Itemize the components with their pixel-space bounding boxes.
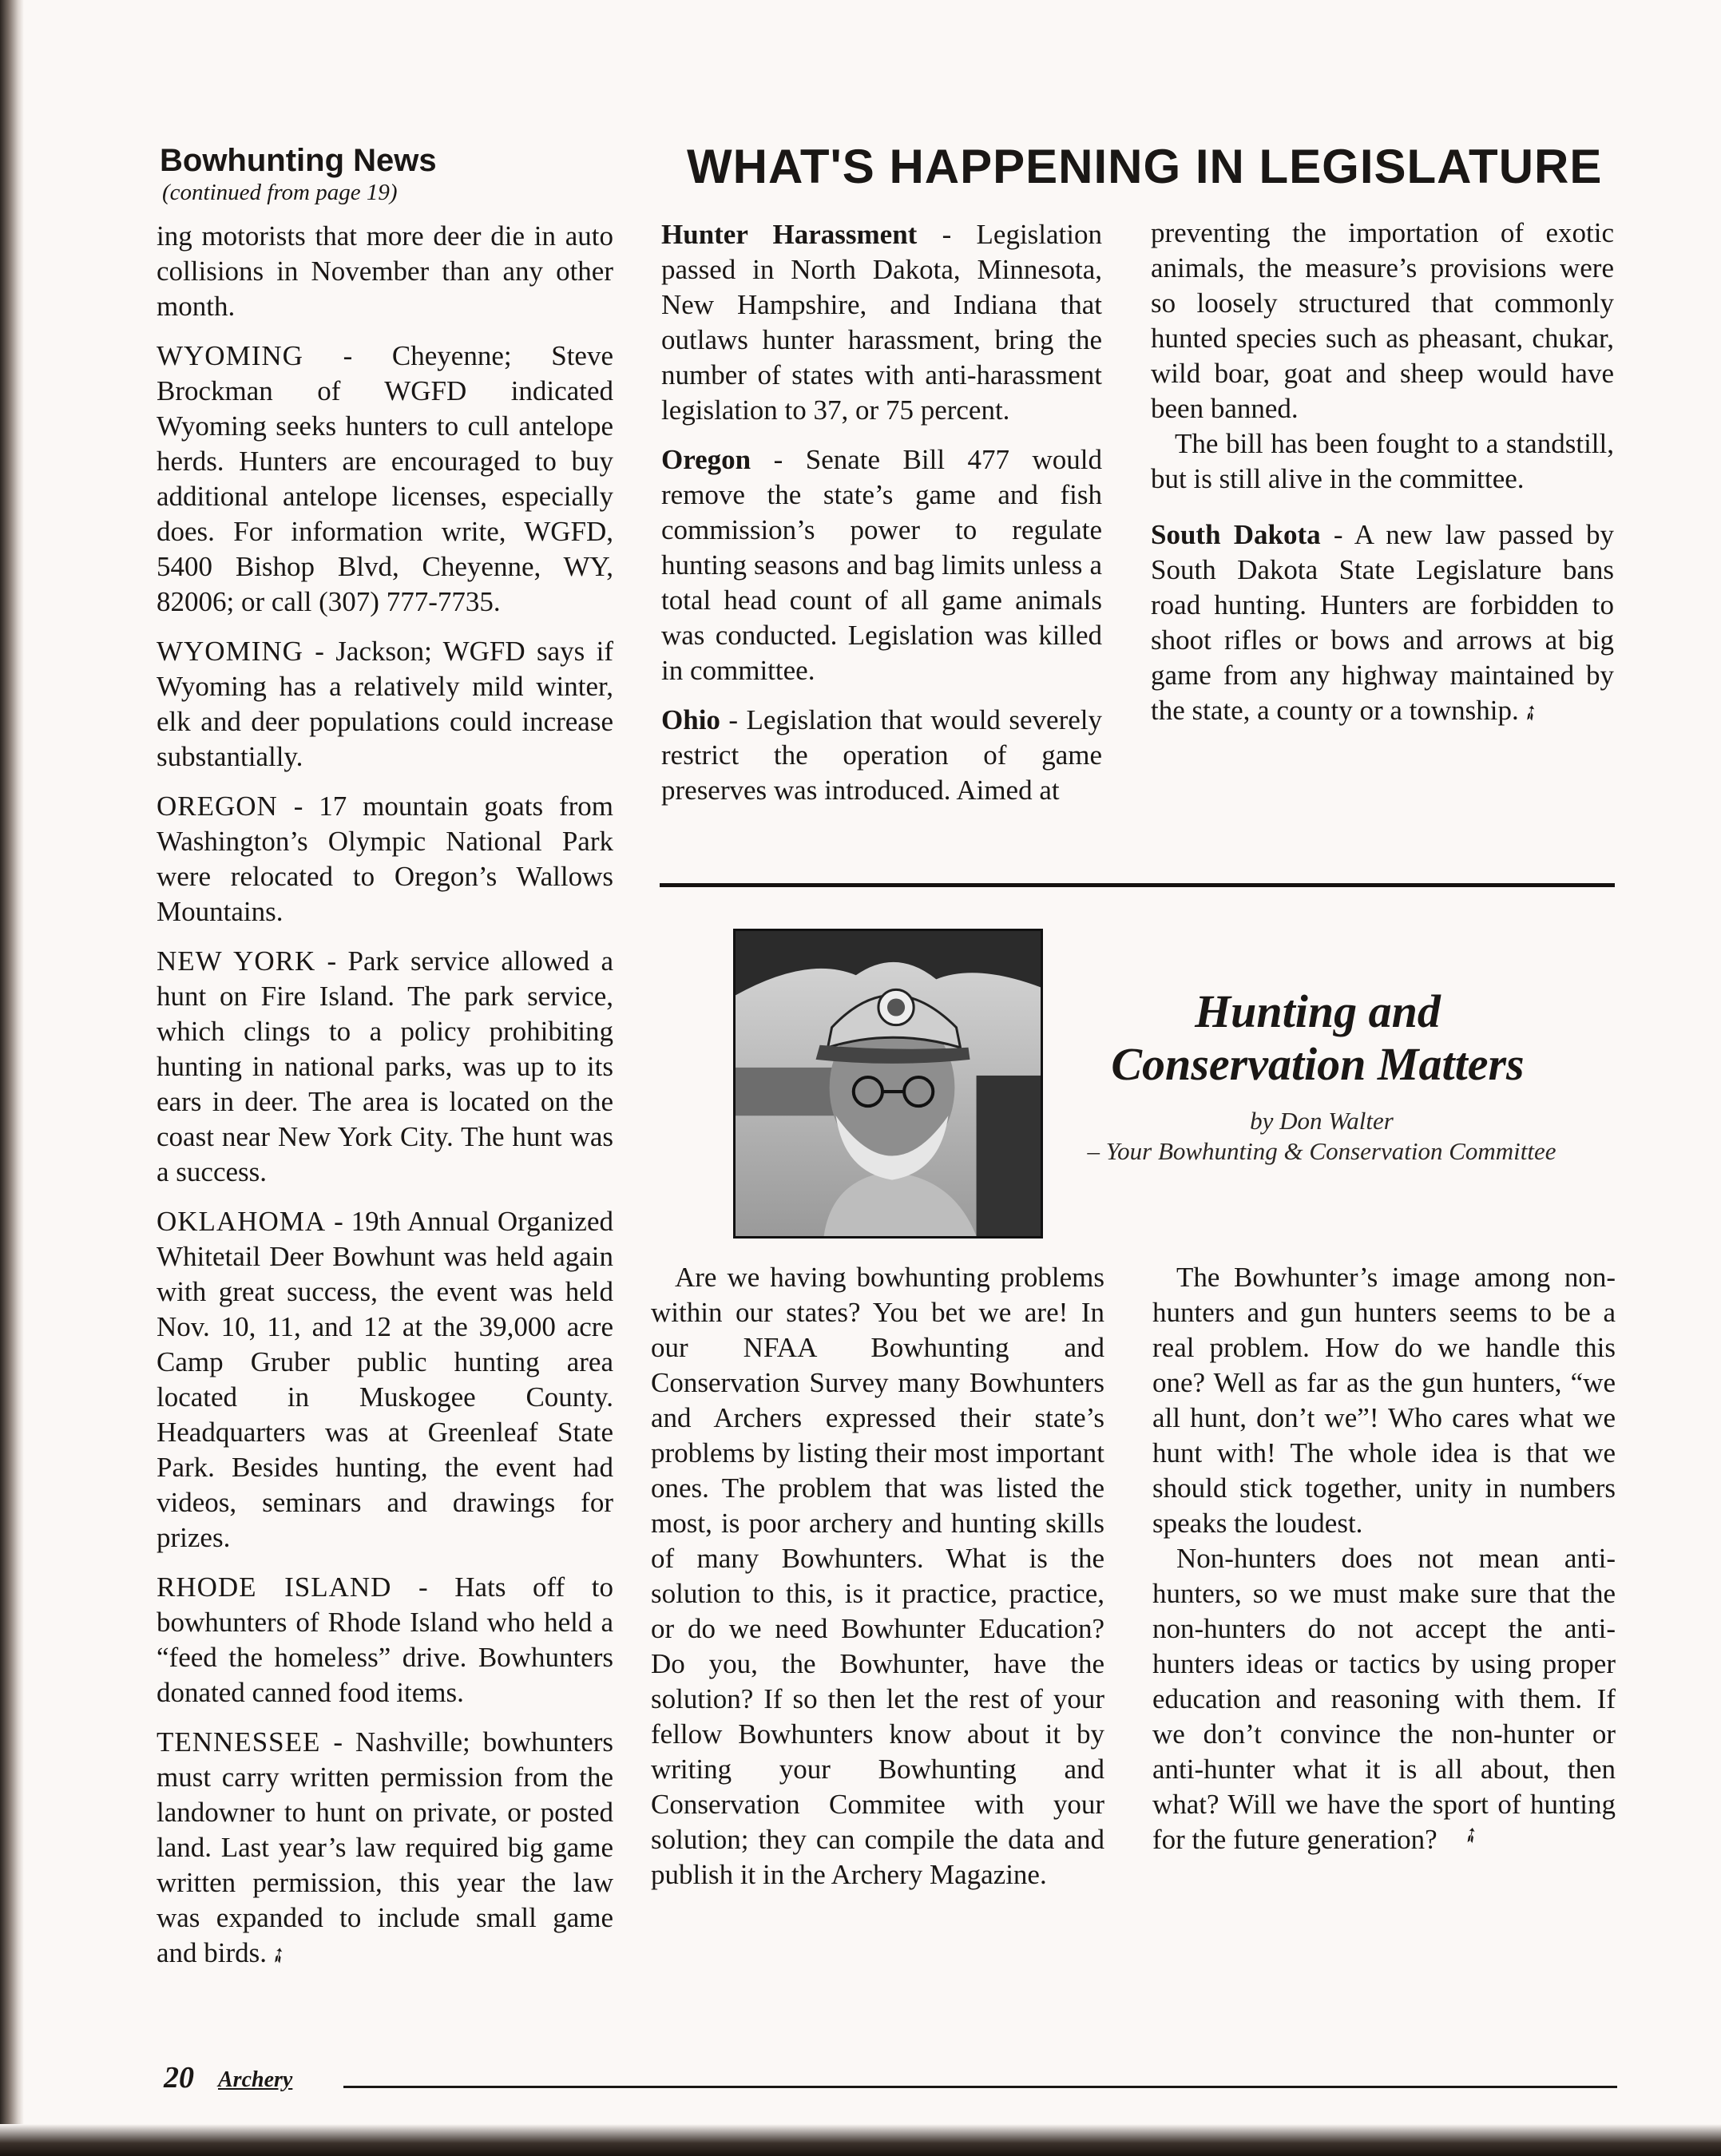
feature-title-line: Hunting and [1195,985,1441,1037]
feature-paragraph-text: Non-hunters does not mean anti-hunters, so we must make sure that the non-hunters do not accept the anti-hunters ideas or tactics by using proper education and reasoning with them. If we don’t convince the non-hunter or anti-hunter what it is all about, then what? Will we have the sport of hunting for the future generation? [1152,1543,1616,1855]
legislature-item-text: - A new law passed by South Dakota State Legislature bans road hunting. Hunters are forbidden to shoot rifles or bows and arrows at big game from any highway maintained by the state, a county or a township. [1151,519,1614,726]
feature-column-2 [1152,1260,1616,1860]
legislature-item [661,703,1102,808]
legislature-item-text: - Senate Bill 477 would remove the state’s game and fish commission’s power to regulate hunting seasons and bag limits unless a total head count of all game animals was conducted. Legislation was killed in committee. [661,444,1102,686]
legislature-title: WHAT'S HAPPENING IN LEGISLATURE [687,140,1603,193]
page-footer [164,2062,1617,2094]
legislature-item-lead: South Dakota [1151,519,1321,550]
news-item-state: RHODE ISLAND [157,1571,392,1603]
news-item-text: - Jackson; WGFD says if Wyoming has a relatively mild winter, elk and deer populations could increase substantially. [157,636,613,772]
legislature-item [661,442,1102,688]
arrow-end-mark-icon: ➶ [264,1940,292,1970]
news-item-state: OREGON [157,791,278,822]
legislature-item-lead: Hunter Harassment [661,219,918,250]
feature-paragraph [1152,1541,1616,1860]
continued-note: (continued from page 19) [162,180,398,205]
news-item-state: NEW YORK [157,945,316,977]
feature-paragraph: Are we having bowhunting problems within our states? You bet we are! In our NFAA Bowhunting and Conservation Survey many Bowhunters and Archers expressed their state’s problems by listing their most important ones. The problem that was listed the most, is poor archery and hunting skills of many Bowhunters. What is the solution to this, is it practice, practice, or do we need Bowhunter Education? Do you, the Bowhunter, have the solution? If so then let the rest of your fellow Bowhunters know about it by writing your Bowhunting and Conservation Commitee with your solution; they can compile the data and publish it in the Archery Magazine. [651,1262,1104,1890]
news-item [157,1725,613,1973]
legislature-column-2 [1151,216,1614,731]
news-item-text: - Cheyenne; Steve Brockman of WGFD indicated Wyoming seeks hunters to cull antelope herds. Hunters are encouraged to buy additional antelope licenses, especially does. For information write, WGFD, 5400 Bishop Blvd, Cheyenne, WY, 82006; or call (307) 777-7735. [157,340,613,617]
news-item-text: - 19th Annual Organized Whitetail Deer Bowhunt was held again with great success, the event was held Nov. 10, 11, and 12 at the 39,000 acre Camp Gruber public hunting area located in Muskogee County. Headquarters was at Greenleaf State Park. Besides hunting, the event had videos, seminars and drawings for prizes. [157,1206,613,1553]
section-divider [660,883,1615,887]
footer-rule [343,2086,1617,2088]
byline-role: – Your Bowhunting & Conservation Committee [1087,1137,1556,1165]
feature-paragraph: The Bowhunter’s image among non-hunters and gun hunters seems to be a real problem. How do we handle this one? Well as far as the gun hunters, “we all hunt, don’t we”! Who cares what we hunt with! The whole idea is that we should stick together, unity in numbers speaks the loudest. [1152,1262,1616,1539]
author-photo [733,929,1043,1239]
page-binding-shadow [0,0,24,2156]
news-item [157,1570,613,1710]
news-item-state: OKLAHOMA [157,1206,327,1237]
legislature-item-lead: Oregon [661,444,751,475]
legislature-item [661,217,1102,428]
legislature-item-text: - Legislation passed in North Dakota, Minnesota, New Hampshire, and Indiana that outlaws hunter harassment, bring the number of states with anti-harassment legislation to 37, or 75 percent. [661,219,1103,426]
news-item-text: - Hats off to bowhunters of Rhode Island who held a “feed the homeless” drive. Bowhunters donated canned food items. [157,1571,613,1708]
news-item [157,1204,613,1556]
legislature-item-lead: Ohio [661,704,720,735]
feature-title-line: Conservation Matters [1111,1038,1525,1090]
page-number: 20 [164,2061,194,2095]
magazine-name: Archery [218,2067,293,2092]
news-item-state: WYOMING [157,636,303,667]
legislature-continued-text: preventing the importation of exotic animals, the measure’s provisions were so loosely structured that commonly hunted species such as pheasant, chukar, wild boar, goat and sheep would have been banned. [1151,217,1614,424]
news-item-text: - 17 mountain goats from Washington’s Olympic National Park were relocated to Oregon’s Wallows Mountains. [157,791,613,927]
byline-author: by Don Walter [1250,1107,1394,1135]
arrow-end-mark-icon: ➶ [1457,1820,1485,1850]
news-item-state: WYOMING [157,340,303,371]
news-column [157,219,613,1973]
legislature-committee-note: The bill has been fought to a standstill, but is still alive in the committee. [1151,428,1614,494]
feature-column-1 [651,1260,1104,1892]
news-item [157,634,613,775]
news-item-state: TENNESSEE [157,1726,321,1758]
legislature-item-text: - Legislation that would severely restrict the operation of game preserves was introduced. Aimed at [661,704,1102,806]
news-item-text: - Park service allowed a hunt on Fire Island. The park service, which clings to a policy prohibiting hunting in national parks, was up to its ears in deer. The area is located on the coast near New York City. The hunt was a success. [157,945,613,1187]
legislature-column-1 [661,217,1102,808]
news-item-text: - Nashville; bowhunters must carry written permission from the landowner to hunt on private, or posted land. Last year’s law required big game written permission, this year the law was expanded to include small game and birds. [157,1726,613,1968]
feature-title [1054,985,1581,1091]
arrow-end-mark-icon: ➶ [1517,698,1545,727]
news-header [160,142,437,206]
page-bottom-edge [0,2124,1721,2156]
news-item [157,339,613,620]
news-item [157,789,613,929]
news-opening: ing motorists that more deer die in auto collisions in November than any other month. [157,220,613,322]
news-item [157,944,613,1190]
news-title: Bowhunting News [160,143,437,178]
legislature-item [1151,517,1614,731]
feature-byline [1086,1106,1557,1167]
